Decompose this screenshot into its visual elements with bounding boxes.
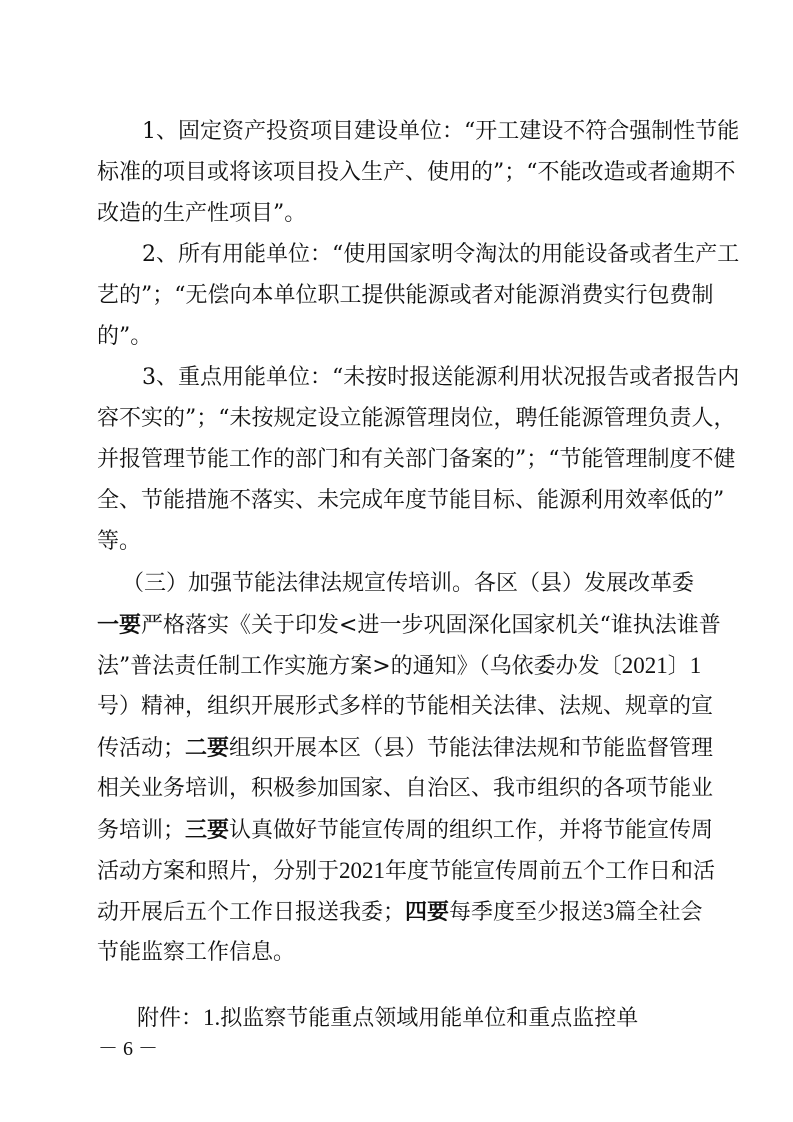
section3-line-3 xyxy=(97,652,702,680)
section3-line-8 xyxy=(97,857,716,885)
section3-line-3-text-b: 〕 xyxy=(667,654,690,679)
section3-line-2-text: 严格落实《关于印发<进一步巩固深化国家机关“谁执法谁普 xyxy=(141,613,721,638)
item1-line-1: 1、固定资产投资项目建设单位：“开工建设不符合强制性节能 xyxy=(142,119,740,144)
requirement-2-label: 二要 xyxy=(185,735,230,761)
requirement-3-label: 三要 xyxy=(185,817,230,843)
document-number: 1 xyxy=(689,653,702,678)
section3-line-7-text-b: 认真做好节能宣传周的组织工作，并将节能宣传周 xyxy=(229,818,714,843)
section3-line-8-text-a: 活动方案和照片，分别于 xyxy=(97,859,340,884)
requirement-1-label: 一要 xyxy=(97,612,142,638)
item2-line-3: 的”。 xyxy=(97,324,153,349)
section3-heading-line: （三）加强节能法律法规宣传培训。各区（县）发展改革委 xyxy=(122,571,695,596)
attachment-line xyxy=(137,1004,638,1032)
item2-line-1: 2、所有用能单位：“使用国家明令淘汰的用能设备或者生产工 xyxy=(142,242,740,267)
section3-line-4: 号）精神，组织开展形式多样的节能相关法律、法规、规章的宣 xyxy=(97,694,714,719)
section3-line-3-text-a: 法”普法责任制工作实施方案>的通知》（乌依委办发〔 xyxy=(97,654,622,679)
attachment-label: 附件： xyxy=(137,1006,204,1031)
page-number: － 6 － xyxy=(98,1038,158,1060)
item1-line-3: 改造的生产性项目”。 xyxy=(97,201,307,226)
report-count: 3 xyxy=(603,899,615,924)
section3-line-10: 节能监察工作信息。 xyxy=(97,940,296,965)
section3-line-5 xyxy=(97,734,714,762)
item3-line-3: 并报管理节能工作的部门和有关部门备案的”；“节能管理制度不健 xyxy=(97,447,736,472)
section3-line-6: 相关业务培训，积极参加国家、自治区、我市组织的各项节能业 xyxy=(97,776,714,801)
section3-line-5-text-a: 传活动； xyxy=(97,736,186,761)
section3-line-9-text-a: 动开展后五个工作日报送我委； xyxy=(97,900,406,925)
section3-line-5-text-b: 组织开展本区（县）节能法律法规和节能监督管理 xyxy=(229,736,714,761)
requirement-4-label: 四要 xyxy=(405,899,450,925)
item3-line-2: 容不实的”；“未按规定设立能源管理岗位，聘任能源管理负责人， xyxy=(97,406,736,431)
section3-line-8-text-b: 年度节能宣传周前五个工作日和活 xyxy=(385,859,716,884)
section3-line-7 xyxy=(97,816,714,844)
document-year: 2021 xyxy=(621,653,668,678)
item3-line-1: 3、重点用能单位：“未按时报送能源利用状况报告或者报告内 xyxy=(142,365,740,390)
item3-line-4: 全、节能措施不落实、未完成年度节能目标、能源利用效率低的” xyxy=(97,488,725,513)
attachment-number: 1. xyxy=(203,1005,221,1030)
section3-line-9-text-c: 篇全社会 xyxy=(614,900,703,925)
attachment-title: 拟监察节能重点领域用能单位和重点监控单 xyxy=(220,1006,639,1031)
section3-line-9-text-b: 每季度至少报送 xyxy=(449,900,604,925)
section3-line-9 xyxy=(97,898,703,926)
campaign-year: 2021 xyxy=(339,858,386,883)
item1-line-2: 标准的项目或将该项目投入生产、使用的”；“不能改造或者逾期不 xyxy=(97,160,736,185)
section3-line-7-text-a: 务培训； xyxy=(97,818,186,843)
item2-line-2: 艺的”；“无偿向本单位职工提供能源或者对能源消费实行包费制 xyxy=(97,283,714,308)
section3-line-2 xyxy=(97,611,721,639)
item3-line-5: 等。 xyxy=(97,529,142,554)
